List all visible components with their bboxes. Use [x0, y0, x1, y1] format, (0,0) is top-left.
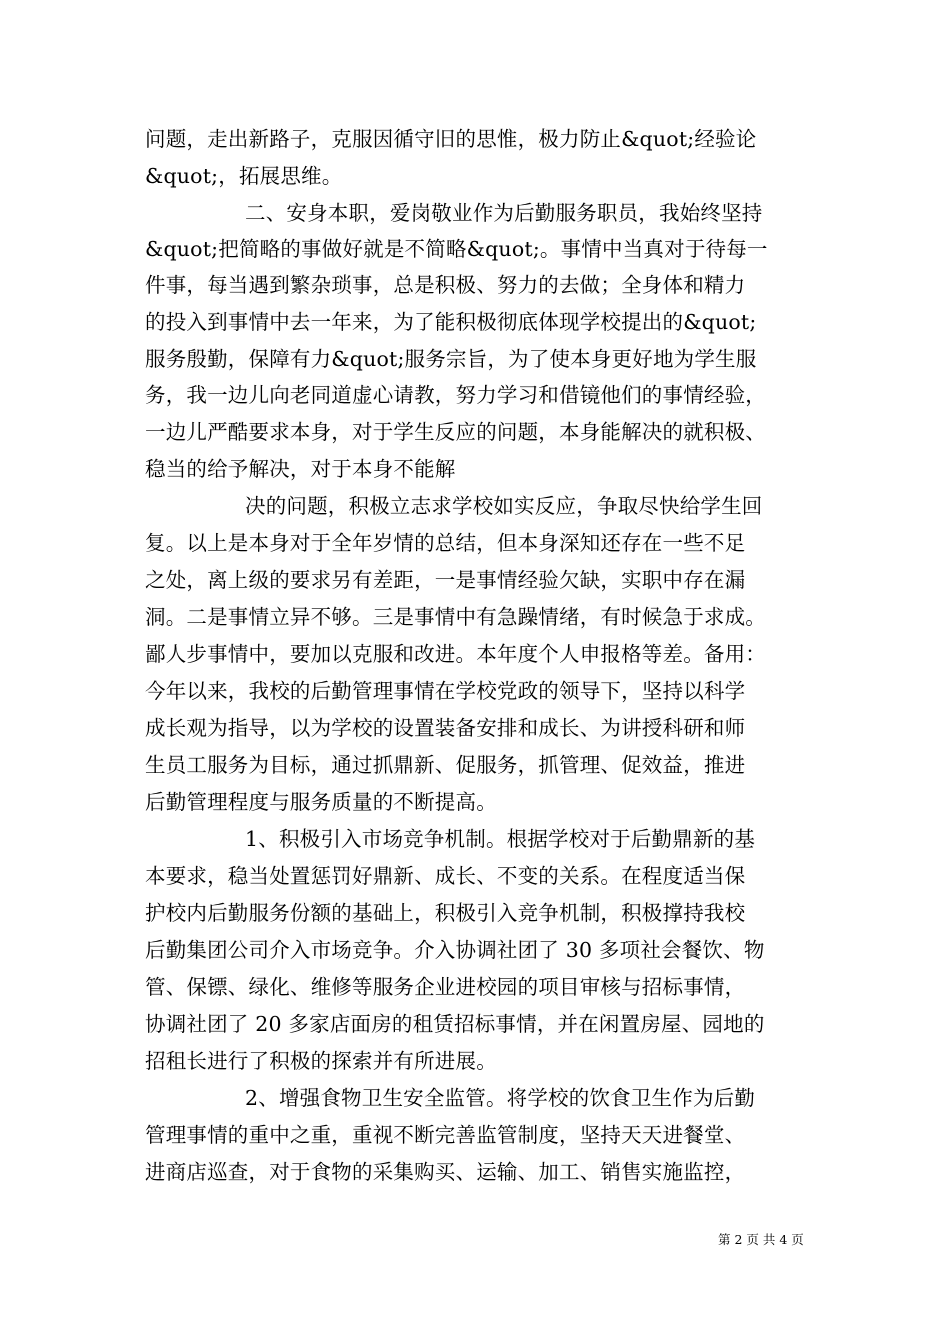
- text-line: 进商店巡查，对于食物的采集购买、运输、加工、销售实施监控，: [145, 1160, 746, 1184]
- text-line: 二、安身本职，爱岗敬业作为后勤服务职员，我始终坚持: [245, 201, 763, 225]
- text-line: 问题，走出新路子，克服因循守旧的思惟，极力防止&quot;经验论: [145, 127, 757, 151]
- text-line: 2、增强食物卫生安全监管。将学校的饮食卫生作为后勤: [245, 1086, 756, 1110]
- text-line: 决的问题，积极立志求学校如实反应，争取尽快给学生回: [245, 494, 763, 518]
- text-line: 的投入到事情中去一年来，为了能积极彻底体现学校提出的&quot;: [145, 310, 757, 334]
- text-line: 洞。二是事情立异不够。三是事情中有急躁情绪，有时候急于求成。: [145, 605, 766, 629]
- page-number: 第 2 页 共 4 页: [718, 1232, 804, 1247]
- text-line: 本要求，稳当处置惩罚好鼎新、成长、不变的关系。在程度适当保: [145, 864, 746, 888]
- text-line: 招租长进行了积极的探索并有所进展。: [145, 1049, 497, 1073]
- text-line: 协调社团了 20 多家店面房的租赁招标事情，并在闲置房屋、园地的: [145, 1012, 765, 1036]
- text-line: &quot;，拓展思维。: [145, 164, 343, 188]
- text-line: 成长观为指导，以为学校的设置装备安排和成长、为讲授科研和师: [145, 716, 746, 740]
- text-line: 生员工服务为目标，通过抓鼎新、促服务，抓管理、促效益，推进: [145, 753, 746, 777]
- text-line: 后勤集团公司介入市场竞争。介入协调社团了 30 多项社会餐饮、物: [145, 938, 765, 962]
- text-line: 今年以来，我校的后勤管理事情在学校党政的领导下，坚持以科学: [145, 679, 746, 703]
- text-line: 护校内后勤服务份额的基础上，积极引入竞争机制，积极撑持我校: [145, 901, 746, 925]
- text-line: 管理事情的重中之重，重视不断完善监管制度，坚持天天进餐堂、: [145, 1123, 746, 1147]
- text-line: 之处，离上级的要求另有差距，一是事情经验欠缺，实职中存在漏: [145, 568, 746, 592]
- text-line: 件事，每当遇到繁杂琐事，总是积极、努力的去做；全身体和精力: [145, 273, 746, 297]
- text-line: 管、保镖、绿化、维修等服务企业进校园的项目审核与招标事情，: [145, 975, 746, 999]
- text-line: 鄙人步事情中，要加以克服和改进。本年度个人申报格等差。备用：: [145, 642, 766, 666]
- text-line: 复。以上是本身对于全年岁情的总结，但本身深知还存在一些不足: [145, 531, 746, 555]
- text-line: 1、积极引入市场竞争机制。根据学校对于后勤鼎新的基: [245, 827, 756, 851]
- text-line: 稳当的给予解决，对于本身不能解: [145, 457, 456, 481]
- text-line: 服务殷勤，保障有力&quot;服务宗旨，为了使本身更好地为学生服: [145, 347, 757, 371]
- text-line: &quot;把简略的事做好就是不简略&quot;。事情中当真对于待每一: [145, 237, 768, 261]
- text-line: 务，我一边儿向老同道虚心请教，努力学习和借镜他们的事情经验，: [145, 383, 766, 407]
- text-line: 一边儿严酷要求本身，对于学生反应的问题，本身能解决的就积极、: [145, 420, 766, 444]
- text-line: 后勤管理程度与服务质量的不断提高。: [145, 790, 497, 814]
